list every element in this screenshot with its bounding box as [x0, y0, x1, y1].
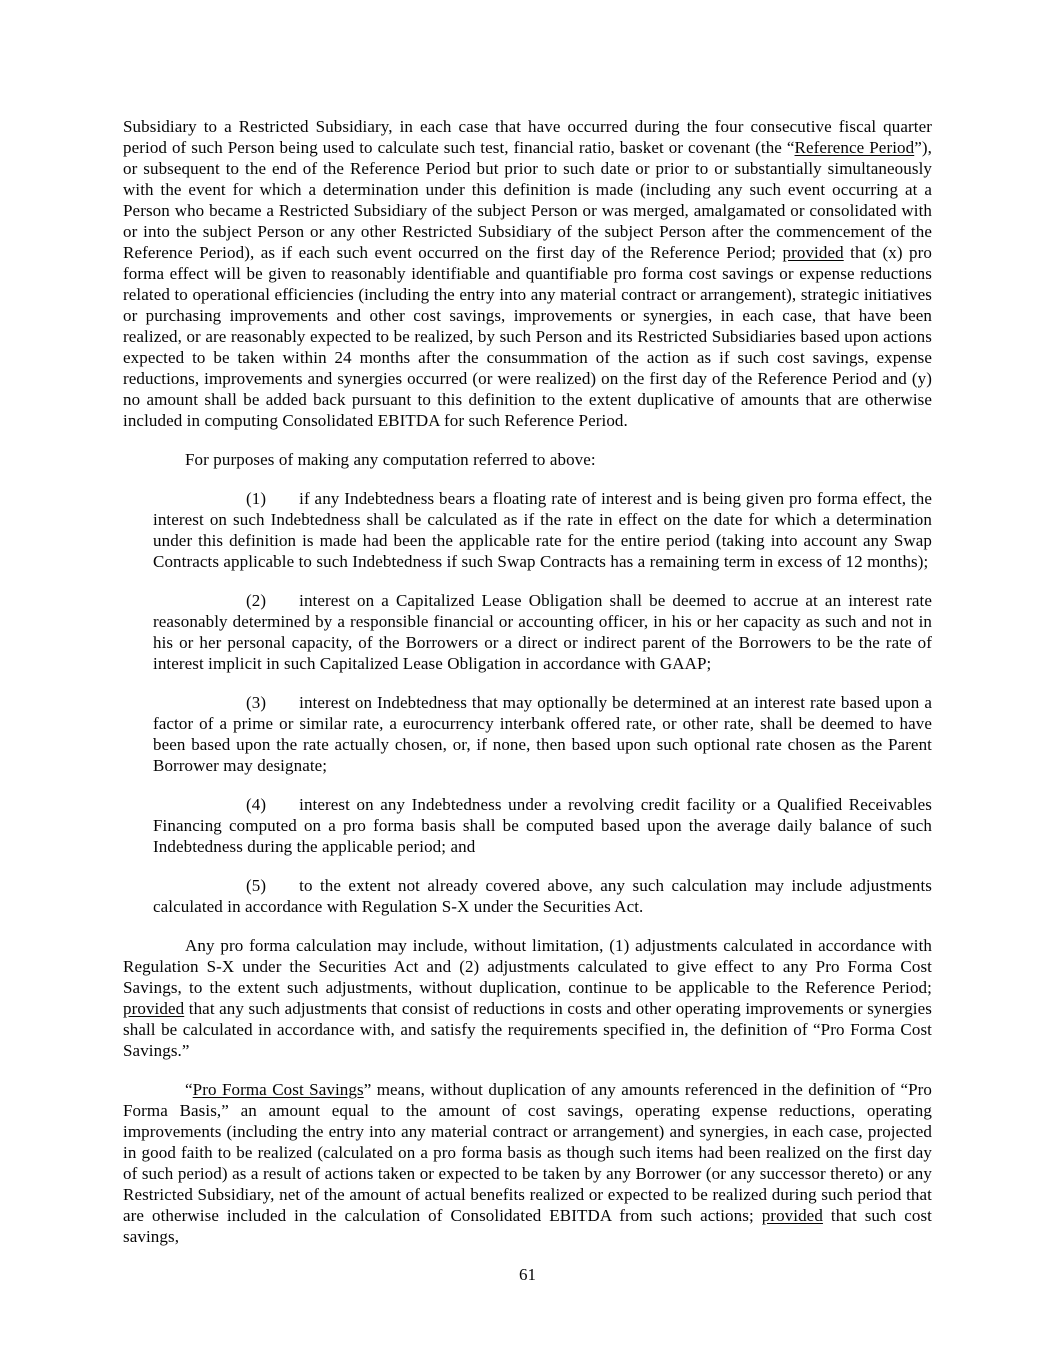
text-run: interest on Indebtedness that may optionally be determined at an interest rate based upon a factor of a prime or similar rate, a eurocurrency interbank offered rate, or other rate, shall be deemed to have been based upon the rate actually chosen, or, if none, then based upon such optional rate chosen as the Parent Borrower may designate; [153, 693, 932, 775]
text-run: For purposes of making any computation referred to above: [185, 450, 596, 469]
underlined-term: Reference Period [794, 138, 915, 157]
text-run: that such cost savings, [123, 1206, 932, 1246]
underlined-term: provided [761, 1206, 823, 1225]
clause-number: (4) [246, 795, 267, 814]
text-run: if any Indebtedness bears a floating rate of interest and is being given pro forma effect, the interest on such Indebtedness shall be calculated as if the rate in effect on the date for which a determination under this definition is made had been the applicable rate for the entire period (taking into account any Swap Contracts applicable to such Indebtedness if such Swap Contracts has a remaining term in excess of 12 months); [153, 489, 932, 571]
numbered-clause [153, 875, 932, 917]
text-run: that (x) pro forma effect will be given to reasonably identifiable and quantifiable pro forma cost savings or expense reductions related to operational efficiencies (including the entry into any material contract or arrangement), strategic initiatives or purchasing improvements and other cost savings, improvements or synergies, in each case, that have been realized, or are reasonably expected to be realized, by such Person and its Restricted Subsidiaries based upon actions expected to be taken within 24 months after the consummation of the action as if such cost savings, expense reductions, improvements and synergies occurred (or were realized) on the first day of the Reference Period and (y) no amount shall be added back pursuant to this definition to the extent duplicative of amounts that are otherwise included in computing Consolidated EBITDA for such Reference Period. [123, 243, 932, 430]
text-run: Any pro forma calculation may include, without limitation, (1) adjustments calculated in accordance with Regulation S-X under the Securities Act and (2) adjustments calculated to give effect to any Pro Forma Cost Savings, to the extent such adjustments, without duplication, continue to be applicable to the Reference Period; [123, 936, 932, 997]
text-run: to the extent not already covered above, any such calculation may include adjustments calculated in accordance with Regulation S-X under the Securities Act. [153, 876, 932, 916]
text-run: that any such adjustments that consist of reductions in costs and other operating improvements or synergies shall be calculated in accordance with, and satisfy the requirements specified in, the definition of “Pro Forma Cost Savings.” [123, 999, 932, 1060]
paragraph [123, 935, 932, 1061]
paragraph [123, 449, 932, 470]
numbered-clause [153, 488, 932, 572]
clause-number: (1) [246, 489, 267, 508]
clause-number: (2) [246, 591, 267, 610]
numbered-clause [153, 794, 932, 857]
page-number: 61 [519, 1265, 536, 1284]
underlined-term: provided [123, 999, 185, 1018]
numbered-clause [153, 692, 932, 776]
paragraph [123, 116, 932, 431]
text-run: interest on any Indebtedness under a revolving credit facility or a Qualified Receivables Financing computed on a pro forma basis shall be computed based upon the average daily balance of such Indebtedness during the applicable period; and [153, 795, 932, 856]
numbered-clause [153, 590, 932, 674]
paragraph [123, 1079, 932, 1247]
text-run: interest on a Capitalized Lease Obligation shall be deemed to accrue at an interest rate reasonably determined by a responsible financial or accounting officer, in his or her capacity as such and not in his or her personal capacity, of the Borrowers or a direct or indirect parent of the Borrowers to be the rate of interest implicit in such Capitalized Lease Obligation in accordance with GAAP; [153, 591, 932, 673]
document-body [123, 116, 932, 1265]
text-run: ” means, without duplication of any amounts referenced in the definition of “Pro Forma Basis,” an amount equal to the amount of cost savings, operating expense reductions, operating improvements (including the entry into any material contract or arrangement) and synergies, in each case, projected in good faith to be realized (calculated on a pro forma basis as though such items had been realized on the first day of such period) as a result of actions taken or expected to be taken by any Borrower (or any successor thereto) or any Restricted Subsidiary, net of the amount of actual benefits realized or expected to be realized during such period that are otherwise included in the calculation of Consolidated EBITDA from such actions; [123, 1080, 933, 1225]
clause-number: (5) [246, 876, 267, 895]
text-run: Subsidiary to a Restricted Subsidiary, in each case that have occurred during the four consecutive fiscal quarter period of such Person being used to calculate such test, financial ratio, basket or covenant (the “ [123, 117, 932, 157]
text-run: “ [185, 1080, 193, 1099]
text-run: ”), or subsequent to the end of the Reference Period but prior to such date or prior to or substantially simultaneously with the event for which a determination under this definition is made (including any such event occurring at a Person who became a Restricted Subsidiary of the subject Person or was merged, amalgamated or consolidated with or into the subject Person or any other Restricted Subsidiary of the subject Person after the commencement of the Reference Period), as if each such event occurred on the first day of the Reference Period; [123, 138, 932, 262]
underlined-term: provided [782, 243, 844, 262]
clause-number: (3) [246, 693, 267, 712]
underlined-term: Pro Forma Cost Savings [192, 1080, 364, 1099]
